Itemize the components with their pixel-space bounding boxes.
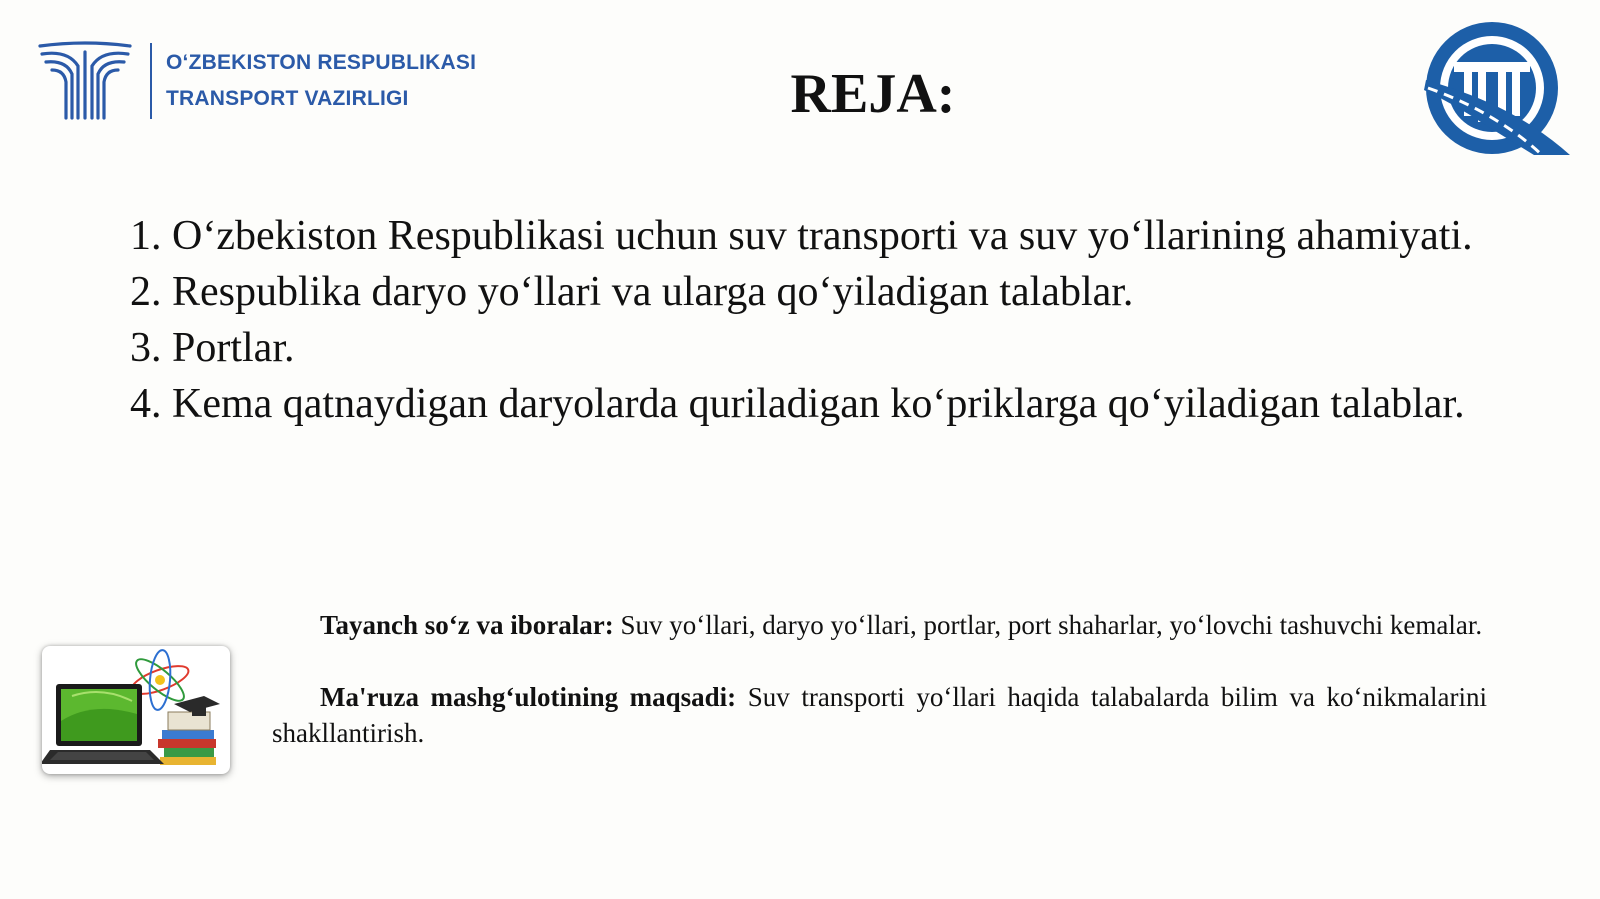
goal-text: Suv transporti yo‘llari haqida talabalarda bilim va ko‘nikmalarini shakllantirish. xyxy=(272,682,1488,748)
plan-list xyxy=(130,208,1515,432)
plan-item-3: 3. Portlar. xyxy=(130,325,295,371)
keywords-label: Tayanch so‘z va iboralar: xyxy=(320,610,614,640)
road-logo-icon xyxy=(1424,20,1570,155)
keywords-text: Suv yo‘llari, daryo yo‘llari, portlar, port shaharlar, yo‘lovchi tashuvchi kemalar. xyxy=(613,610,1483,640)
education-illustration xyxy=(42,646,230,774)
laptop-books-atom-icon xyxy=(42,646,230,774)
plan-item-1: 1. O‘zbekiston Respublikasi uchun suv transporti va suv yo‘llarining ahamiyati. xyxy=(130,213,1473,259)
slide-title: REJA: xyxy=(790,63,956,125)
ministry-name-line1: O‘ZBEKISTON RESPUBLIKASI xyxy=(166,51,477,74)
goal-label: Ma'ruza mashg‘ulotining maqsadi: xyxy=(320,682,737,712)
plan-item-2: 2. Respublika daryo yo‘llari va ularga qo‘yiladigan talablar. xyxy=(130,269,1134,315)
keywords-paragraph xyxy=(272,607,1487,643)
ministry-name-line2: TRANSPORT VAZIRLIGI xyxy=(166,87,409,110)
goal-paragraph xyxy=(272,679,1487,751)
plan-item-4: 4. Kema qatnaydigan daryolarda quriladigan ko‘priklarga qo‘yiladigan talablar. xyxy=(130,381,1465,427)
keywords-section xyxy=(272,607,1487,751)
